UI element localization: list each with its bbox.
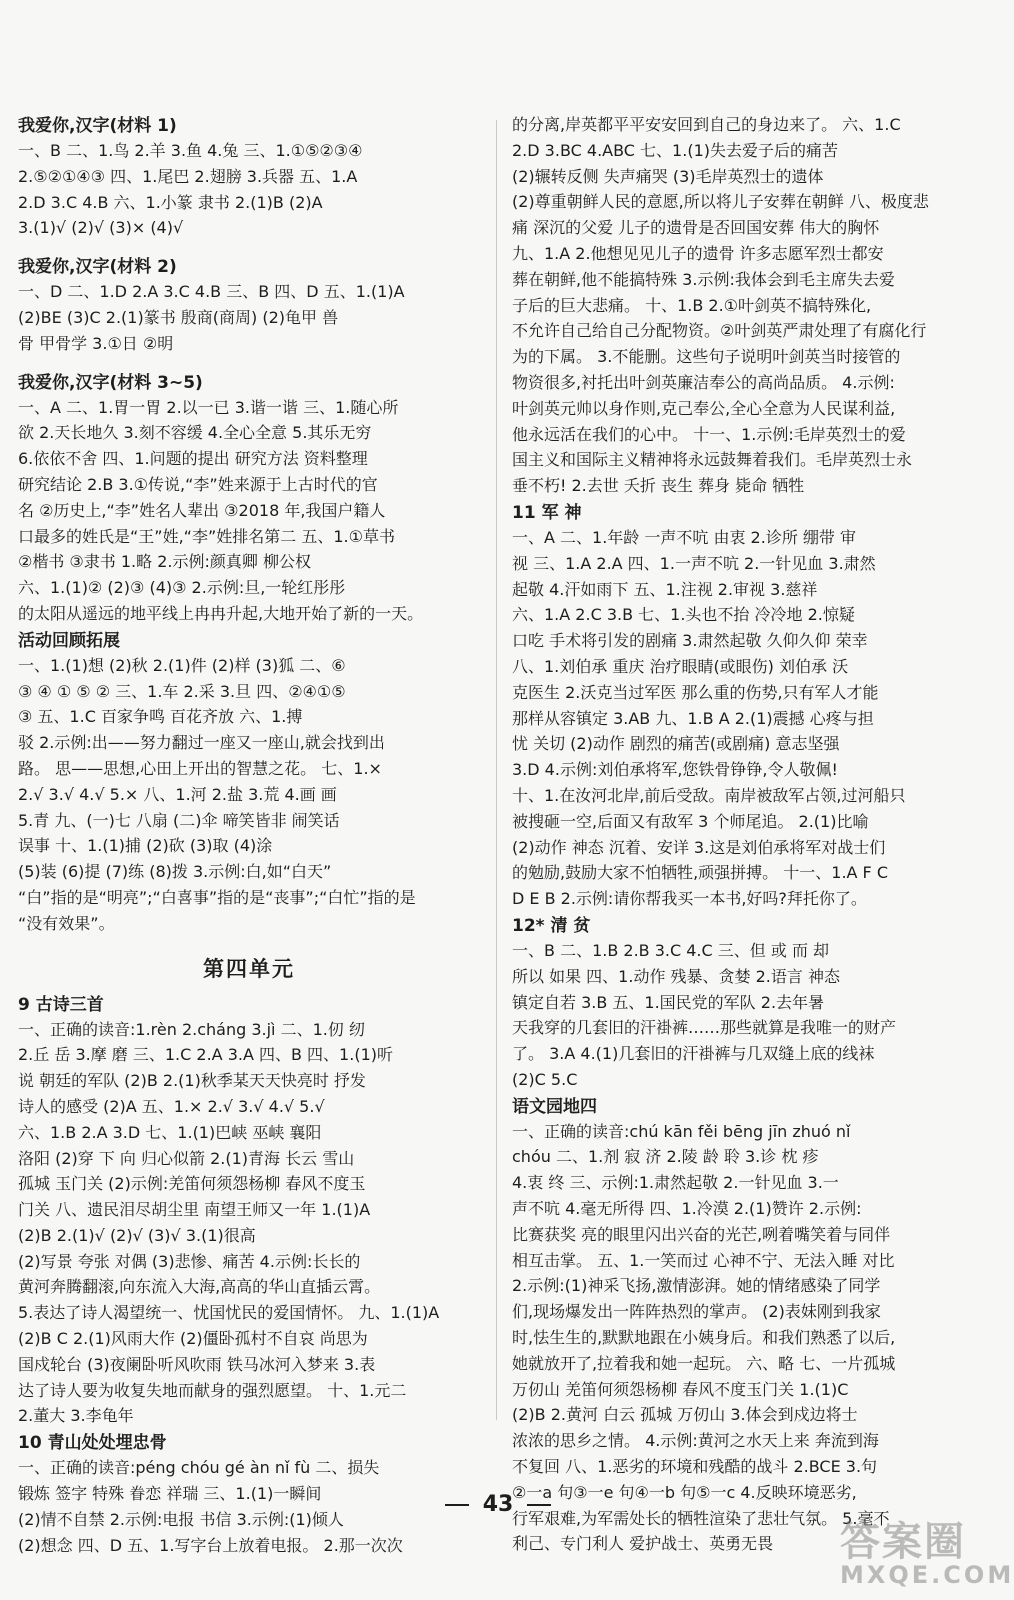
answer-line: 5.青 九、(一)七 八扇 (二)伞 啼笑皆非 闹笑话: [18, 810, 340, 830]
answer-line: 一、正确的读音:péng chóu gé àn nǐ fù 二、损失: [18, 1458, 380, 1478]
answer-line: 2.√ 3.√ 4.√ 5.× 八、1.河 2.盐 3.荒 4.画 画: [18, 784, 337, 804]
footer-dash-right: [527, 1504, 551, 1506]
section-title: 我爱你,汉字(材料 3~5): [18, 372, 203, 393]
answer-line: 忧 关切 (2)动作 剧烈的痛苦(或剧痛) 意志坚强: [512, 734, 840, 754]
answer-line: 5.表达了诗人渴望统一、忧国忧民的爱国情怀。 九、1.(1)A: [18, 1303, 440, 1323]
answer-line: 镇定自若 3.B 五、1.国民党的军队 2.去年暑: [512, 992, 825, 1012]
answer-line: 葬在朝鲜,他不能搞特殊 3.示例:我体会到毛主席失去爱: [512, 269, 895, 289]
answer-line: 为的下属。 3.不能删。这些句子说明叶剑英当时接管的: [512, 347, 901, 367]
answer-line: 锻炼 签字 特殊 眷恋 祥瑞 三、1.(1)一瞬间: [18, 1484, 322, 1504]
section-body: [18, 138, 480, 241]
answer-line: (2)BE (3)C 2.(1)篆书 殷商(商周) (2)龟甲 兽: [18, 307, 339, 327]
answer-line: (2)B C 2.(1)风雨大作 (2)僵卧孤村不自哀 尚思为: [18, 1329, 368, 1349]
answer-line: 诗人的感受 (2)A 五、1.× 2.√ 3.√ 4.√ 5.√: [18, 1096, 325, 1116]
section-body: [512, 525, 974, 912]
answer-line: 4.衷 终 三、示例:1.肃然起敬 2.一针见血 3.一: [512, 1173, 839, 1193]
answer-line: (2)B 2.(1)√ (2)√ (3)√ 3.(1)很高: [18, 1225, 256, 1245]
answer-line: 八、1.刘伯承 重庆 治疗眼睛(或眼伤) 刘伯承 沃: [512, 656, 849, 676]
section-body: [18, 653, 480, 937]
answer-line: 视 三、1.A 2.A 四、1.一声不吭 2.一针见血 3.肃然: [512, 553, 876, 573]
section-title: 9 古诗三首: [18, 994, 104, 1015]
answer-line: 口最多的姓氏是“王”姓,“李”姓排名第二 五、1.①草书: [18, 526, 395, 546]
answer-line: 2.董大 3.李龟年: [18, 1406, 134, 1426]
answer-line: 被搜砸一空,后面又有敌军 3 个师尾追。 2.(1)比喻: [512, 811, 869, 831]
answer-line: 黄河奔腾翻滚,向东流入大海,高高的华山直插云霄。: [18, 1277, 381, 1297]
answer-line: (2)尊重朝鲜人民的意愿,所以将儿子安葬在朝鲜 八、极度悲: [512, 192, 929, 212]
answer-line: 她就放开了,拉着我和她一起玩。 六、略 七、一片孤城: [512, 1353, 896, 1373]
footer-dash-left: [445, 1504, 469, 1506]
answer-line: 十、1.在汝河北岸,前后受敌。南岸被敌军占领,过河船只: [512, 785, 906, 805]
answer-line: 不允许自己给自己分配物资。②叶剑英严肃处理了有腐化行: [512, 321, 927, 341]
answer-line: “没有效果”。: [18, 913, 115, 933]
answer-line: (2)C 5.C: [512, 1069, 578, 1089]
answer-line: 相互击掌。 五、1.一笑而过 心神不宁、无法入睡 对比: [512, 1250, 895, 1270]
column-divider: [496, 120, 497, 1420]
answer-line: 的勉励,鼓励大家不怕牺牲,顽强拼搏。 十一、1.A F C: [512, 863, 889, 883]
unit-heading: 第四单元: [203, 956, 295, 981]
answer-line: (2)动作 神态 沉着、安详 3.这是刘伯承将军对战士们: [512, 837, 886, 857]
answer-line: 子后的巨大悲痛。 十、1.B 2.①叶剑英不搞特殊化,: [512, 295, 872, 315]
answer-line: 一、A 二、1.年龄 一声不吭 由衷 2.诊所 绷带 审: [512, 527, 856, 547]
answer-line: 骨 甲骨学 3.①日 ②明: [18, 333, 174, 353]
answer-line: 国戍轮台 (3)夜阑卧听风吹雨 铁马冰河入梦来 3.表: [18, 1354, 376, 1374]
section-body: [512, 112, 974, 499]
section-title: 语文园地四: [512, 1096, 597, 1117]
answer-line: chóu 二、1.剂 寂 济 2.陵 龄 聆 3.诊 枕 疹: [512, 1147, 819, 1167]
answer-line: 名 ②历史上,“李”姓名人辈出 ③2018 年,我国户籍人: [18, 500, 386, 520]
right-column: [512, 112, 974, 1557]
section-body: [18, 279, 480, 356]
answer-line: 一、A 二、1.胃一胃 2.以一已 3.谐一谐 三、1.随心所: [18, 397, 399, 417]
answer-line: 叶剑英元帅以身作则,克己奉公,全心全意为人民谋利益,: [512, 398, 896, 418]
answer-line: ③ ④ ① ⑤ ② 三、1.车 2.采 3.旦 四、②④①⑤: [18, 681, 346, 701]
answer-line: 误事 十、1.(1)捕 (2)砍 (3)取 (4)涂: [18, 836, 273, 856]
watermark-logo-text: 答案圈: [840, 1519, 966, 1565]
answer-line: 一、D 二、1.D 2.A 3.C 4.B 三、B 四、D 五、1.(1)A: [18, 282, 405, 302]
answer-line: 比赛获奖 亮的眼里闪出兴奋的光芒,咧着嘴笑着与同伴: [512, 1224, 891, 1244]
watermark-logo: [840, 1510, 1014, 1589]
answer-line: 研究结论 2.B 3.①传说,“李”姓来源于上古时代的官: [18, 474, 378, 494]
answer-line: 所以 如果 四、1.动作 残暴、贪婪 2.语言 神态: [512, 966, 840, 986]
answer-line: 利己、专门利人 爱护战士、英勇无畏: [512, 1534, 774, 1554]
section-body: [512, 938, 974, 1093]
answer-line: 们,现场爆发出一阵阵热烈的掌声。 (2)表妹刚到我家: [512, 1302, 881, 1322]
section-title: 11 军 神: [512, 502, 582, 523]
answer-line: (5)装 (6)提 (7)练 (8)拨 3.示例:白,如“白天”: [18, 862, 332, 882]
answer-line: 口吃 手术将引发的剧痛 3.肃然起敬 久仰久仰 荣幸: [512, 631, 868, 651]
answer-line: ③ 五、1.C 百家争鸣 百花齐放 六、1.搏: [18, 707, 303, 727]
section-title: 12* 清 贫: [512, 915, 591, 936]
answer-line: (2)写景 夸张 对偶 (3)悲惨、痛苦 4.示例:长长的: [18, 1251, 361, 1271]
answer-line: 一、正确的读音:1.rèn 2.cháng 3.jì 二、1.仞 纫: [18, 1019, 365, 1039]
answer-line: 行军艰难,为军需处长的牺牲渲染了悲壮气氛。 5.毫不: [512, 1508, 890, 1528]
answer-line: D E B 2.示例:请你帮我买一本书,好吗?拜托你了。: [512, 889, 867, 909]
answer-line: 的分离,岸英都平平安安回到自己的身边来了。 六、1.C: [512, 115, 901, 134]
page-number: 43: [482, 1492, 514, 1517]
answer-line: ②楷书 ③隶书 1.略 2.示例:颜真卿 柳公权: [18, 552, 311, 572]
answer-line: 一、B 二、1.B 2.B 3.C 4.C 三、但 或 而 却: [512, 940, 830, 960]
answer-line: 6.依依不舍 四、1.问题的提出 研究方法 资料整理: [18, 449, 368, 469]
answer-line: (2)B 2.黄河 白云 孤城 万仞山 3.体会到戍边将士: [512, 1405, 858, 1425]
section-body: [18, 395, 480, 627]
answer-line: 2.丘 岳 3.摩 磨 三、1.C 2.A 3.A 四、B 四、1.(1)听: [18, 1045, 393, 1065]
answer-line: 2.D 3.BC 4.ABC 七、1.(1)失去爱子后的痛苦: [512, 140, 838, 160]
answer-line: 2.D 3.C 4.B 六、1.小篆 隶书 2.(1)B (2)A: [18, 192, 323, 212]
answer-line: 六、1.A 2.C 3.B 七、1.头也不抬 冷冷地 2.惊疑: [512, 605, 855, 625]
answer-line: 物资很多,衬托出叶剑英廉洁奉公的高尚品质。 4.示例:: [512, 372, 895, 392]
answer-line: 他永远活在我们的心中。 十一、1.示例:毛岸英烈士的爱: [512, 424, 906, 444]
section-title: 10 青山处处埋忠骨: [18, 1433, 167, 1454]
answer-line: 2.示例:(1)神采飞扬,激情澎湃。她的情绪感染了同学: [512, 1276, 881, 1296]
answer-line: 痛 深沉的父爱 儿子的遗骨是否回国安葬 伟大的胸怀: [512, 218, 880, 238]
answer-line: 垂不朽! 2.去世 夭折 丧生 葬身 毙命 牺牲: [512, 476, 805, 496]
answer-line: 声不吭 4.毫无所得 四、1.冷漠 2.(1)赞许 2.示例:: [512, 1199, 862, 1219]
answer-line: 驳 2.示例:出——努力翻过一座又一座山,就会找到出: [18, 733, 385, 753]
section-body: [18, 1017, 480, 1430]
section-title: 我爱你,汉字(材料 2): [18, 257, 177, 278]
answer-line: 一、1.(1)想 (2)秋 2.(1)件 (2)样 (3)狐 二、⑥: [18, 655, 346, 675]
answer-line: 3.(1)√ (2)√ (3)× (4)√: [18, 218, 184, 238]
answer-line: (2)想念 四、D 五、1.写字台上放着电报。 2.那一次次: [18, 1535, 403, 1555]
answer-line: 3.D 4.示例:刘伯承将军,您铁骨铮铮,令人敬佩!: [512, 760, 838, 780]
answer-line: 浓浓的思乡之情。 4.示例:黄河之水天上来 奔流到海: [512, 1431, 879, 1451]
answer-line: 六、1.B 2.A 3.D 七、1.(1)巴峡 巫峡 襄阳: [18, 1122, 322, 1142]
answer-line: 六、1.(1)② (2)③ (4)③ 2.示例:旦,一轮红彤彤: [18, 578, 346, 598]
answer-line: 九、1.A 2.他想见见儿子的遗骨 许多志愿军烈士都安: [512, 243, 884, 263]
answer-line: 万仞山 羌笛何须怨杨柳 春风不度玉门关 1.(1)C: [512, 1379, 849, 1399]
answer-line: 起敬 4.汗如雨下 五、1.注视 2.审视 3.慈祥: [512, 579, 818, 599]
answer-line: 国主义和国际主义精神将永远鼓舞着我们。毛岸英烈士永: [512, 450, 913, 470]
answer-line: (2)辗转反侧 失声痛哭 (3)毛岸英烈士的遗体: [512, 166, 824, 186]
answer-line: 不复回 八、1.恶劣的环境和残酷的战斗 2.BCE 3.句: [512, 1457, 878, 1477]
answer-line: 洛阳 (2)穿 下 向 归心似箭 2.(1)青海 长云 雪山: [18, 1148, 355, 1168]
answer-line: 说 朝廷的军队 (2)B 2.(1)秋季某天天快亮时 抒发: [18, 1071, 366, 1091]
answer-line: 路。 思——思想,心田上开出的智慧之花。 七、1.×: [18, 758, 382, 778]
answer-line: “白”指的是“明亮”;“白喜事”指的是“丧事”;“白忙”指的是: [18, 887, 416, 907]
answer-line: (2)情不自禁 2.示例:电报 书信 3.示例:(1)倾人: [18, 1509, 344, 1529]
answer-line: 时,怯生生的,默默地跟在小姨身后。和我们熟悉了以后,: [512, 1328, 896, 1348]
answer-line: 门关 八、遗民泪尽胡尘里 南望王师又一年 1.(1)A: [18, 1200, 371, 1220]
answer-line: 欲 2.天长地久 3.刻不容缓 4.全心全意 5.其乐无穷: [18, 423, 372, 443]
answer-line: 一、正确的读音:chú kān fěi bēng jīn zhuó nǐ: [512, 1121, 851, 1141]
answer-line: 了。 3.A 4.(1)几套旧的汗褂裤与几双缝上底的线袜: [512, 1044, 875, 1064]
answer-line: 那样从容镇定 3.AB 九、1.B A 2.(1)震撼 心疼与担: [512, 708, 874, 728]
answer-line: 天我穿的几套旧的汗褂裤……那些就算是我唯一的财产: [512, 1018, 897, 1038]
left-column: [18, 112, 480, 1558]
section-title: 我爱你,汉字(材料 1): [18, 116, 177, 136]
answer-line: 2.⑤②①④③ 四、1.尾巴 2.翅膀 3.兵器 五、1.A: [18, 166, 358, 186]
answer-line: 的太阳从遥远的地平线上冉冉升起,大地开始了新的一天。: [18, 603, 424, 623]
answer-line: 克医生 2.沃克当过军医 那么重的伤势,只有军人才能: [512, 682, 879, 702]
answer-line: 达了诗人要为收复失地而献身的强烈愿望。 十、1.元二: [18, 1380, 407, 1400]
section-title: 活动回顾拓展: [18, 630, 120, 651]
watermark-logo-url: MXQE.COM: [840, 1561, 1014, 1589]
answer-line: ②一a 句③一e 句④一b 句⑤一c 4.反映环境恶劣,: [512, 1482, 857, 1502]
answer-line: 孤城 玉门关 (2)示例:羌笛何须怨杨柳 春风不度玉: [18, 1174, 366, 1194]
answer-line: 一、B 二、1.鸟 2.羊 3.鱼 4.兔 三、1.①⑤②③④: [18, 141, 363, 160]
